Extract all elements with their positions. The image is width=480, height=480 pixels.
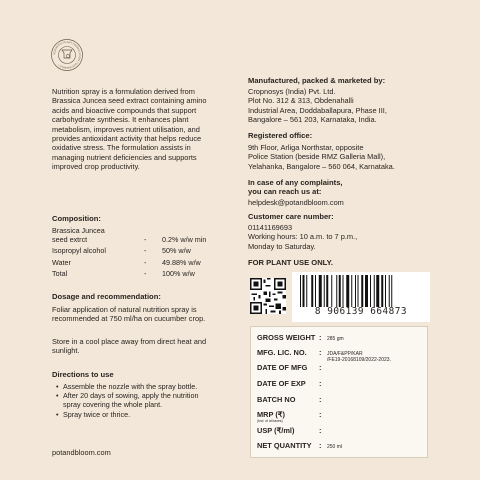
dosage-text: Foliar application of natural nutrition spray is recommended at 750 ml/ha on cucumber crop. <box>52 305 206 324</box>
barcode-bar <box>351 275 352 307</box>
composition-dash: - <box>144 246 147 256</box>
website-link[interactable]: potandbloom.com <box>52 448 111 457</box>
table-row <box>257 379 425 388</box>
care-phone: 01141169693 <box>248 223 293 232</box>
composition-row <box>52 269 220 278</box>
barcode-bar <box>324 275 325 307</box>
barcode-bar <box>370 275 371 307</box>
barcode-number: 8 906139 664873 <box>314 306 408 317</box>
statutory-info-table <box>250 326 428 458</box>
composition-row <box>52 246 220 255</box>
composition-dash: - <box>144 257 147 267</box>
table-row <box>257 333 425 342</box>
composition-dash: - <box>144 268 147 278</box>
row-label: BATCH NO <box>257 395 296 404</box>
barcode-bar <box>303 275 305 307</box>
table-row <box>257 363 425 372</box>
customer-care-details <box>248 223 357 251</box>
barcode-bar <box>331 275 332 307</box>
composition-dash: - <box>144 235 147 244</box>
manufacturer-address <box>248 87 387 125</box>
row-colon: : <box>319 333 322 342</box>
barcode-bar <box>311 275 313 307</box>
manufacturer-heading: Manufactured, packed & marketed by: <box>248 76 386 85</box>
row-colon: : <box>319 410 322 419</box>
row-colon: : <box>319 441 322 450</box>
intro-paragraph: Nutrition spray is a formulation derived from Brassica Juncea seed extract containing amino acids and bioactive compounds that support carbohydrate synthesis. It enhances plant metabolism, improves nutrient utilisation, and provides antioxidant activity that helps reduce oxidative stress. The formulation assists in managing nutrient deficiencies and supports improved crop productivity. <box>52 87 207 172</box>
barcode-bar <box>346 275 349 307</box>
row-label: MFG. LIC. NO. <box>257 348 307 357</box>
care-hours: Working hours: 10 a.m. to 7 p.m., <box>248 232 358 242</box>
composition-row <box>52 258 220 267</box>
composition-heading: Composition: <box>52 214 101 223</box>
barcode-bar <box>315 275 316 307</box>
composition-name: Brassica Juncea seed extrct <box>52 226 105 245</box>
registered-office-heading: Registered office: <box>248 131 313 140</box>
composition-value: 49.88% w/w <box>162 257 201 267</box>
row-colon: : <box>319 348 322 357</box>
composition-value: 50% w/w <box>162 246 191 256</box>
barcode-area <box>248 272 428 322</box>
address-line: Police Station (beside RMZ Galleria Mall), <box>248 152 386 162</box>
helpdesk-email-link[interactable]: helpdesk@potandbloom.com <box>248 198 344 207</box>
barcode-bar <box>361 275 363 307</box>
barcode-bar <box>374 275 375 307</box>
address-line: Plot No. 312 & 313, Obdenahalli <box>248 96 354 106</box>
barcode-bar <box>355 275 356 307</box>
composition-name: Water <box>52 257 71 267</box>
composition-name: Isopropyl alcohol <box>52 246 106 256</box>
address-line: Cropnosys (India) Pvt. Ltd. <box>248 87 336 96</box>
address-line: Yelahanka, Bangalore – 560 064, Karnataka. <box>248 161 395 171</box>
composition-value: 100% w/w <box>162 268 195 278</box>
directions-list <box>52 382 208 419</box>
barcode-bar <box>376 275 379 307</box>
seal-text: SCIENTIFIC PLANT FORMULATION • SUSTAINABLE • <box>52 40 82 70</box>
barcode-bar <box>336 275 337 307</box>
qr-code-icon <box>250 278 286 314</box>
row-label: MRP (₹) (Incl. of all taxes) <box>257 410 285 423</box>
barcode-bar <box>319 275 322 307</box>
barcode <box>292 272 430 322</box>
barcode-bar <box>306 275 307 307</box>
direction-item: • Spray twice or thrice. <box>58 410 208 419</box>
care-days: Monday to Saturday. <box>248 241 316 251</box>
row-colon: : <box>319 426 322 435</box>
row-label: USP (₹/ml) <box>257 426 295 435</box>
row-label: GROSS WEIGHT <box>257 333 316 342</box>
directions-heading: Directions to use <box>52 370 114 379</box>
sustainability-seal-icon <box>50 38 84 72</box>
complaint-heading: In case of any complaints, <box>248 178 343 187</box>
direction-item: • After 20 days of sowing, apply the nutrition spray covering the whole plant. <box>58 391 208 409</box>
storage-text: Store in a cool place away from direct heat and sunlight. <box>52 337 207 356</box>
address-line: Industrial Area, Doddaballapura, Phase III, <box>248 105 387 115</box>
row-label: DATE OF EXP <box>257 379 306 388</box>
barcode-bars <box>300 275 422 307</box>
table-row <box>257 410 425 423</box>
complaint-heading-2: you can reach us at: <box>248 187 322 196</box>
composition-row <box>52 226 220 244</box>
table-row <box>257 348 425 363</box>
barcode-bar <box>365 275 368 307</box>
barcode-bar <box>326 275 328 307</box>
row-label: NET QUANTITY <box>257 441 312 450</box>
barcode-bar <box>300 275 301 307</box>
row-value: 285 gm <box>327 336 344 342</box>
barcode-bar <box>385 275 386 307</box>
barcode-bar <box>358 275 359 307</box>
composition-table <box>52 226 220 278</box>
barcode-bar <box>381 275 383 307</box>
customer-care-heading: Customer care number: <box>248 212 334 221</box>
table-row <box>257 441 425 450</box>
composition-value: 0.2% w/w min <box>162 235 207 244</box>
address-line: 9th Floor, Arliga Northstar, opposite <box>248 143 364 152</box>
row-colon: : <box>319 363 322 372</box>
row-colon: : <box>319 395 322 404</box>
dosage-heading: Dosage and recommendation: <box>52 292 161 301</box>
composition-name: Total <box>52 268 68 278</box>
barcode-bar <box>389 275 390 307</box>
table-row <box>257 395 425 404</box>
barcode-bar <box>343 275 344 307</box>
direction-item: • Assemble the nozzle with the spray bottle. <box>58 382 208 391</box>
registered-office-address <box>248 143 395 171</box>
table-row <box>257 426 425 435</box>
barcode-bar <box>339 275 341 307</box>
row-value: JDA/F&PP/KAR /FE19-20168109/2022-2023. <box>327 351 391 363</box>
row-label: DATE OF MFG <box>257 363 308 372</box>
plant-use-notice: FOR PLANT USE ONLY. <box>248 258 333 267</box>
barcode-bar <box>391 275 392 307</box>
row-colon: : <box>319 379 322 388</box>
net-quantity-value: 250 ml <box>327 444 343 450</box>
address-line: Bangalore – 561 203, Karnataka, India. <box>248 115 377 125</box>
